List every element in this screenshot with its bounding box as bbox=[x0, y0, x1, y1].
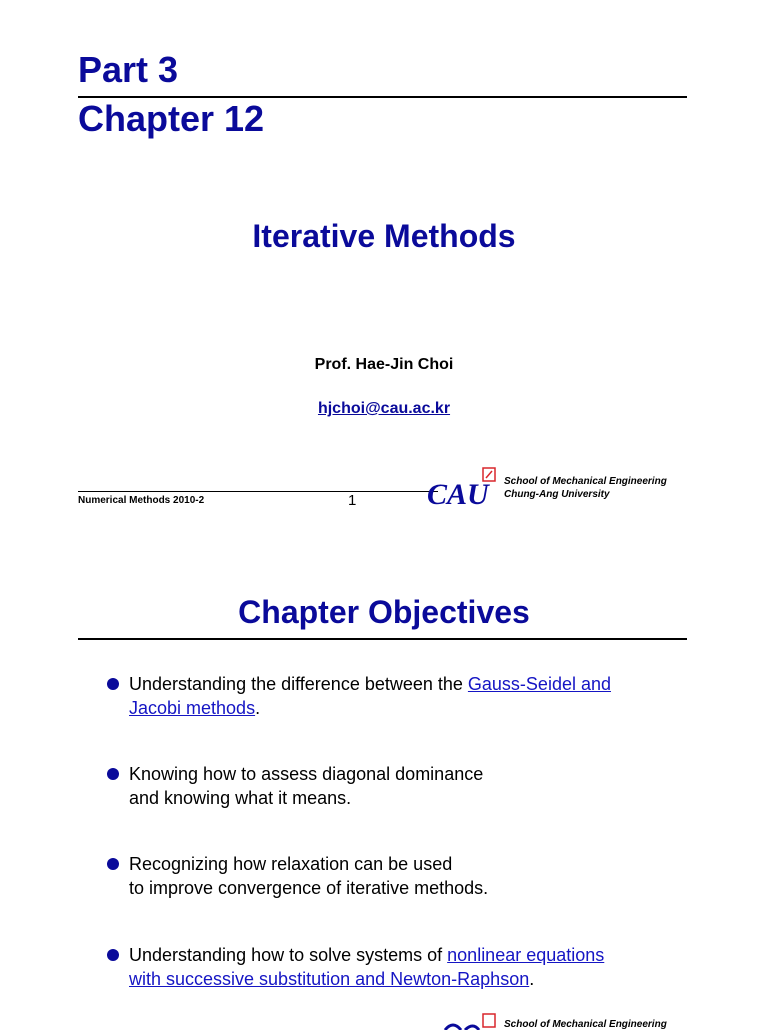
objectives-divider bbox=[78, 638, 687, 640]
objective-item: Recognizing how relaxation can be used to improve convergence of iterative methods. bbox=[129, 852, 488, 900]
objective-item: Knowing how to assess diagonal dominance and knowing what it means. bbox=[129, 762, 483, 810]
email-link[interactable]: hjchoi@cau.ac.kr bbox=[317, 400, 451, 417]
author-name: Prof. Hae-Jin Choi bbox=[314, 356, 454, 373]
part-heading: Part 3 bbox=[78, 49, 179, 90]
objective-item: Understanding the difference between the Gauss-Seidel and Jacobi methods. bbox=[129, 672, 611, 720]
nonlinear-equations-link[interactable]: nonlinear equations bbox=[447, 945, 605, 965]
slide-title: Iterative Methods bbox=[252, 218, 516, 254]
bullet-icon bbox=[107, 768, 119, 780]
footer-divider bbox=[78, 491, 438, 492]
author-email bbox=[0, 399, 768, 419]
newton-raphson-link[interactable]: with successive substitution and Newton-Raphson bbox=[129, 969, 530, 989]
logo-mark-icon bbox=[483, 1014, 495, 1027]
chapter-heading: Chapter 12 bbox=[78, 98, 265, 139]
gauss-seidel-link[interactable]: Gauss-Seidel and bbox=[467, 674, 611, 694]
footer-course-label: Numerical Methods 2010-2 bbox=[78, 495, 205, 506]
school-line-2: Chung-Ang University bbox=[504, 489, 610, 500]
page-number: 1 bbox=[348, 492, 357, 509]
bullet-icon bbox=[107, 858, 119, 870]
university-logo bbox=[425, 466, 501, 512]
university-logo-partial bbox=[425, 1010, 501, 1030]
objectives-title: Chapter Objectives bbox=[238, 594, 530, 630]
bullet-icon bbox=[107, 949, 119, 961]
school-name-partial: School of Mechanical Engineering bbox=[504, 1019, 667, 1030]
jacobi-link[interactable]: Jacobi methods bbox=[129, 698, 256, 718]
bullet-icon bbox=[107, 678, 119, 690]
objective-item: Understanding how to solve systems of nonlinear equations with successive substitution and Newton-Raphson. bbox=[129, 943, 604, 991]
school-line-1: School of Mechanical Engineering bbox=[504, 476, 667, 487]
school-name bbox=[504, 475, 667, 501]
logo-wordmark: CAU bbox=[427, 478, 489, 511]
